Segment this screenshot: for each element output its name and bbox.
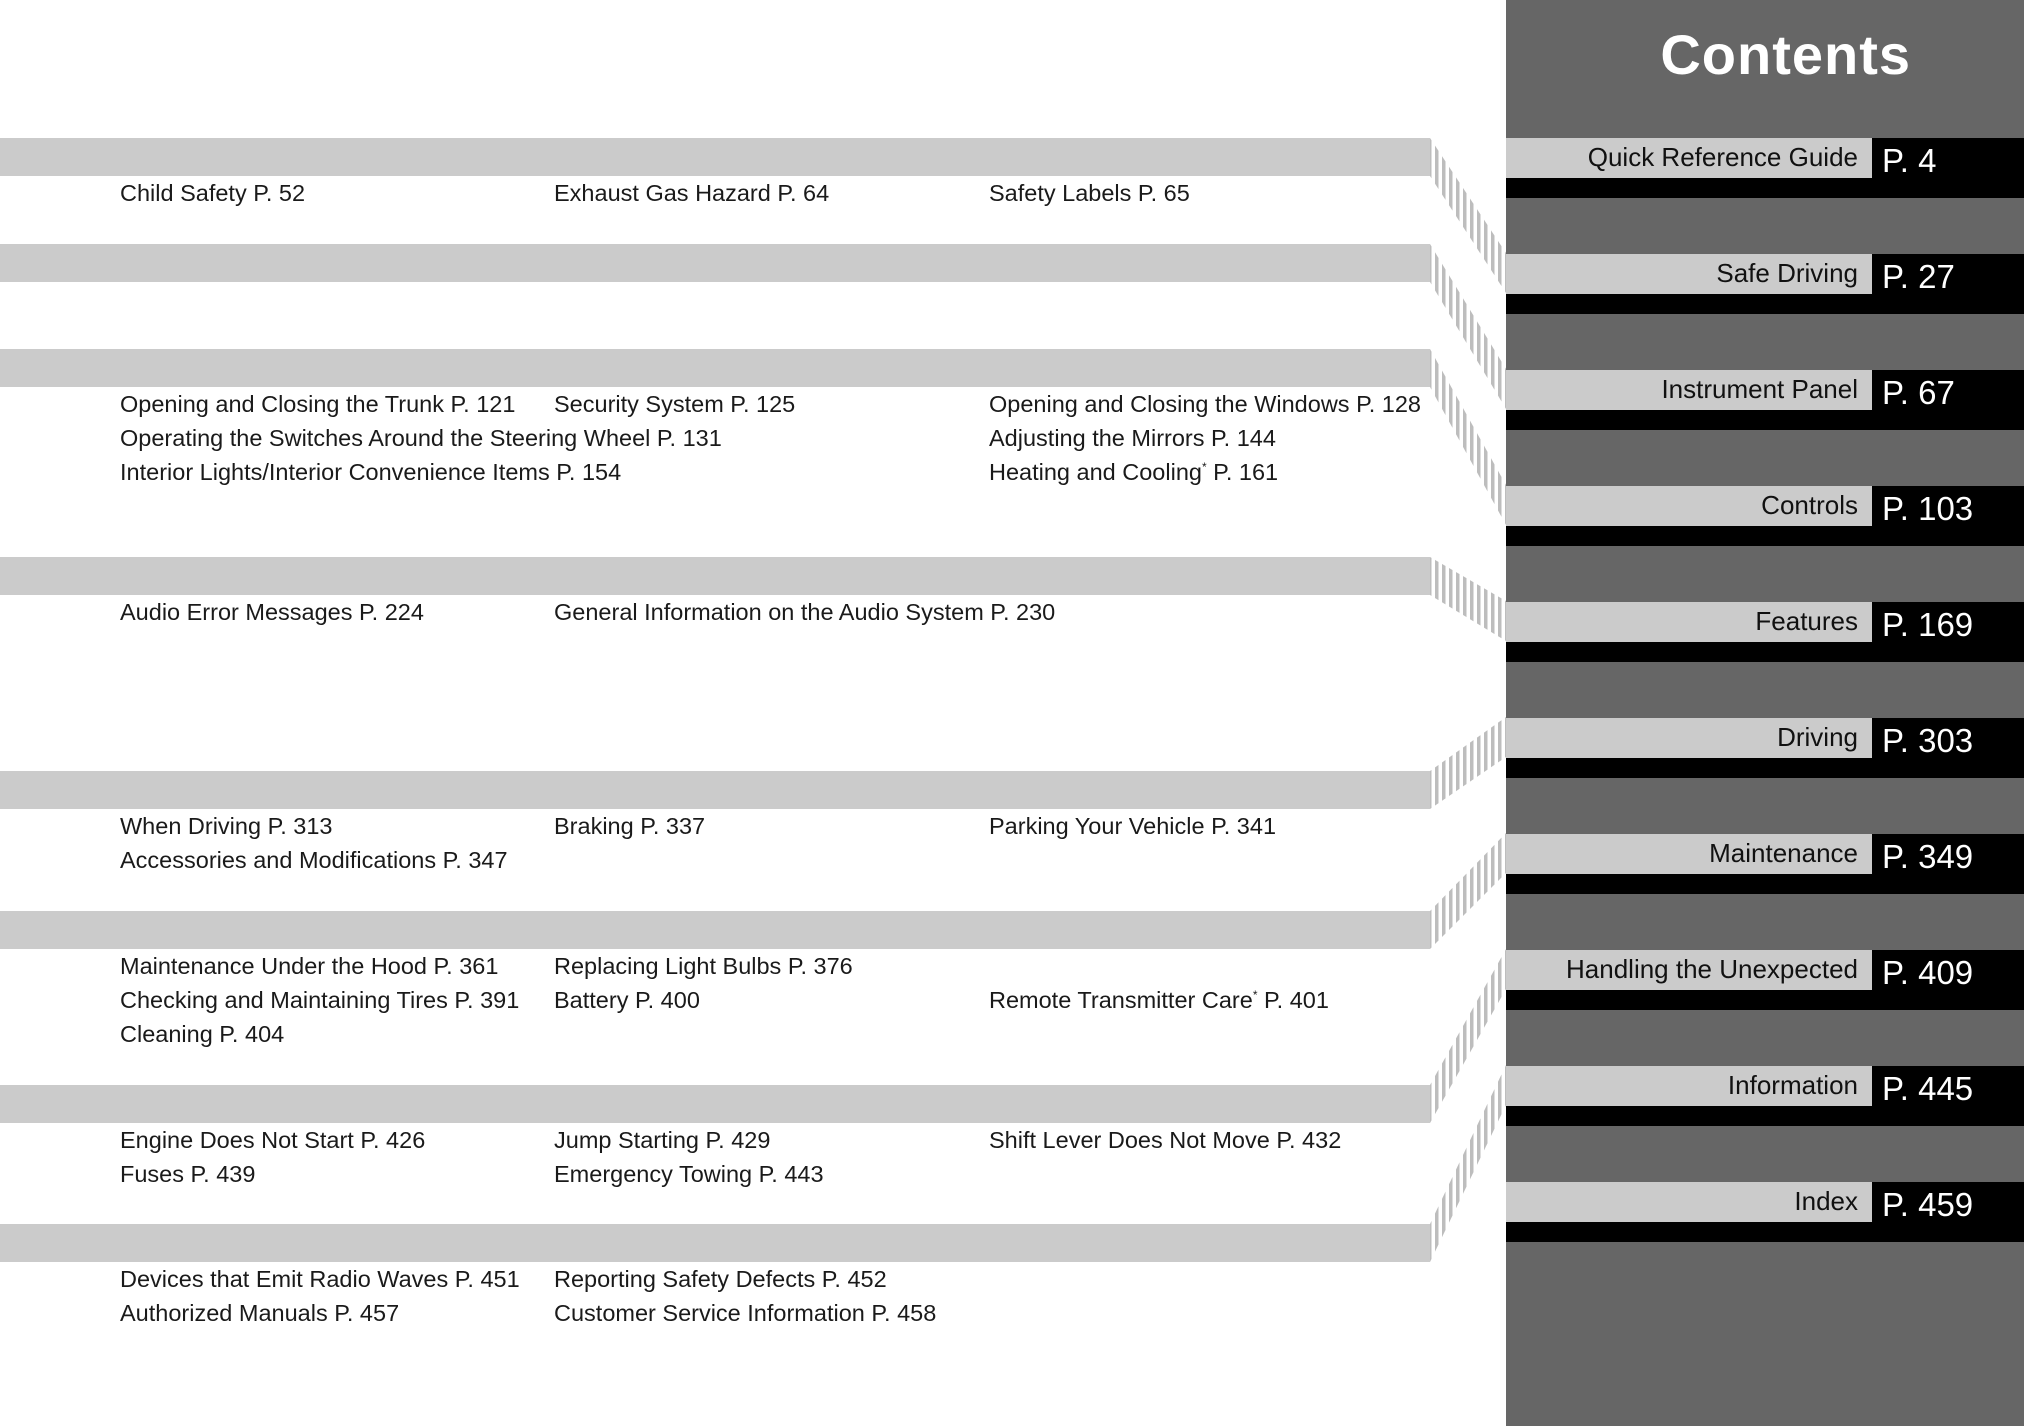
chapter-tab-safe-driving[interactable] — [1506, 254, 2024, 314]
chapter-under-strip — [1506, 178, 1872, 198]
link-parking-vehicle[interactable]: Parking Your Vehicle P. 341 — [989, 813, 1277, 839]
link-child-safety[interactable]: Child Safety P. 52 — [120, 180, 306, 206]
link-maintenance-under-hood[interactable]: Maintenance Under the Hood P. 361 — [120, 953, 499, 979]
chapter-sidebar — [1506, 0, 2024, 1426]
chapter-tab-instrument-panel[interactable] — [1506, 370, 2024, 430]
chapter-page-number: P. 409 — [1882, 954, 1974, 991]
link-emergency-towing[interactable]: Emergency Towing P. 443 — [554, 1161, 824, 1187]
chapter-page-number: P. 303 — [1882, 722, 1974, 759]
chapter-label-box — [1506, 718, 1872, 758]
chapter-tab-index[interactable] — [1506, 1182, 2024, 1242]
link-safety-labels[interactable]: Safety Labels P. 65 — [989, 180, 1190, 206]
link-opening-closing-trunk[interactable]: Opening and Closing the Trunk P. 121 — [120, 391, 516, 417]
link-radio-waves[interactable]: Devices that Emit Radio Waves P. 451 — [120, 1266, 520, 1292]
chapter-label-box — [1506, 602, 1872, 642]
chapter-label: Controls — [1761, 490, 1858, 520]
chapter-label: Information — [1727, 1070, 1858, 1100]
chapter-tab-features[interactable] — [1506, 602, 2024, 662]
chapter-label-box — [1506, 1182, 1872, 1222]
chapter-label: Safe Driving — [1716, 258, 1858, 288]
chapter-tab-handling-the-unexpected[interactable] — [1506, 950, 2024, 1010]
chapter-label: Index — [1794, 1186, 1858, 1216]
link-exhaust-gas-hazard[interactable]: Exhaust Gas Hazard P. 64 — [554, 180, 830, 206]
chapter-label-box — [1506, 1066, 1872, 1106]
asterisk-mark: * — [1252, 988, 1258, 1003]
link-heating-cooling-page: P. 161 — [1213, 459, 1279, 485]
link-accessories-modifications[interactable]: Accessories and Modifications P. 347 — [120, 847, 508, 873]
link-customer-service[interactable]: Customer Service Information P. 458 — [554, 1300, 937, 1326]
chapter-label-box — [1506, 834, 1872, 874]
connector-5 — [1430, 717, 1506, 809]
chapter-under-strip — [1506, 1222, 1872, 1242]
chapter-under-strip — [1506, 758, 1872, 778]
chapter-label: Features — [1755, 606, 1858, 636]
link-shift-lever[interactable]: Shift Lever Does Not Move P. 432 — [989, 1127, 1342, 1153]
chapter-tab-controls[interactable] — [1506, 486, 2024, 546]
link-security-system[interactable]: Security System P. 125 — [554, 391, 796, 417]
link-remote-transmitter-page: P. 401 — [1264, 987, 1329, 1013]
chapter-page-number: P. 27 — [1882, 258, 1955, 295]
page-title: Contents — [1660, 23, 1911, 86]
chapter-label: Maintenance — [1709, 838, 1858, 868]
link-audio-error-messages[interactable]: Audio Error Messages P. 224 — [120, 599, 424, 625]
chapter-under-strip — [1506, 526, 1872, 546]
chapter-under-strip — [1506, 642, 1872, 662]
link-remote-transmitter-label: Remote Transmitter Care — [989, 987, 1253, 1013]
link-fuses[interactable]: Fuses P. 439 — [120, 1161, 256, 1187]
link-audio-general-info[interactable]: General Information on the Audio System P. 230 — [554, 599, 1056, 625]
link-replacing-light-bulbs[interactable]: Replacing Light Bulbs P. 376 — [554, 953, 853, 979]
link-when-driving[interactable]: When Driving P. 313 — [120, 813, 333, 839]
chapter-tab-quick-reference-guide[interactable] — [1506, 138, 2024, 198]
link-engine-does-not-start[interactable]: Engine Does Not Start P. 426 — [120, 1127, 426, 1153]
chapter-under-strip — [1506, 990, 1872, 1010]
connector-4 — [1430, 557, 1506, 641]
chapter-label: Quick Reference Guide — [1587, 142, 1858, 172]
chapter-page-number: P. 103 — [1882, 490, 1974, 527]
link-checking-tires[interactable]: Checking and Maintaining Tires P. 391 — [120, 987, 520, 1013]
chapter-under-strip — [1506, 1106, 1872, 1126]
chapter-under-strip — [1506, 410, 1872, 430]
chapter-label-box — [1506, 486, 1872, 526]
link-adjusting-mirrors[interactable]: Adjusting the Mirrors P. 144 — [989, 425, 1276, 451]
chapter-under-strip — [1506, 874, 1872, 894]
chapter-page-number: P. 169 — [1882, 606, 1974, 643]
connector-6 — [1430, 833, 1506, 949]
chapter-label-box — [1506, 138, 1872, 178]
link-interior-lights[interactable]: Interior Lights/Interior Convenience Items P. 154 — [120, 459, 622, 485]
chapter-page-number: P. 445 — [1882, 1070, 1974, 1107]
chapter-label-box — [1506, 370, 1872, 410]
chapter-label-box — [1506, 254, 1872, 294]
chapter-under-strip — [1506, 294, 1872, 314]
link-heating-cooling-label: Heating and Cooling — [989, 459, 1202, 485]
chapter-tab-maintenance[interactable] — [1506, 834, 2024, 894]
link-reporting-safety-defects[interactable]: Reporting Safety Defects P. 452 — [554, 1266, 887, 1292]
link-switches-steering-wheel[interactable]: Operating the Switches Around the Steering Wheel P. 131 — [120, 425, 722, 451]
chapter-tab-information[interactable] — [1506, 1066, 2024, 1126]
chapter-page-number: P. 349 — [1882, 838, 1974, 875]
chapter-label: Driving — [1777, 722, 1858, 752]
link-cleaning[interactable]: Cleaning P. 404 — [120, 1021, 285, 1047]
chapter-page-number: P. 4 — [1882, 142, 1937, 179]
link-jump-starting[interactable]: Jump Starting P. 429 — [554, 1127, 771, 1153]
chapter-page-number: P. 459 — [1882, 1186, 1974, 1223]
chapter-label: Instrument Panel — [1661, 374, 1858, 404]
chapter-label-box — [1506, 950, 1872, 990]
chapter-page-number: P. 67 — [1882, 374, 1955, 411]
chapter-label: Handling the Unexpected — [1566, 954, 1858, 984]
link-opening-closing-windows[interactable]: Opening and Closing the Windows P. 128 — [989, 391, 1421, 417]
link-battery[interactable]: Battery P. 400 — [554, 987, 700, 1013]
link-braking[interactable]: Braking P. 337 — [554, 813, 706, 839]
link-authorized-manuals[interactable]: Authorized Manuals P. 457 — [120, 1300, 400, 1326]
asterisk-mark: * — [1201, 460, 1207, 475]
chapter-tab-driving[interactable] — [1506, 718, 2024, 778]
